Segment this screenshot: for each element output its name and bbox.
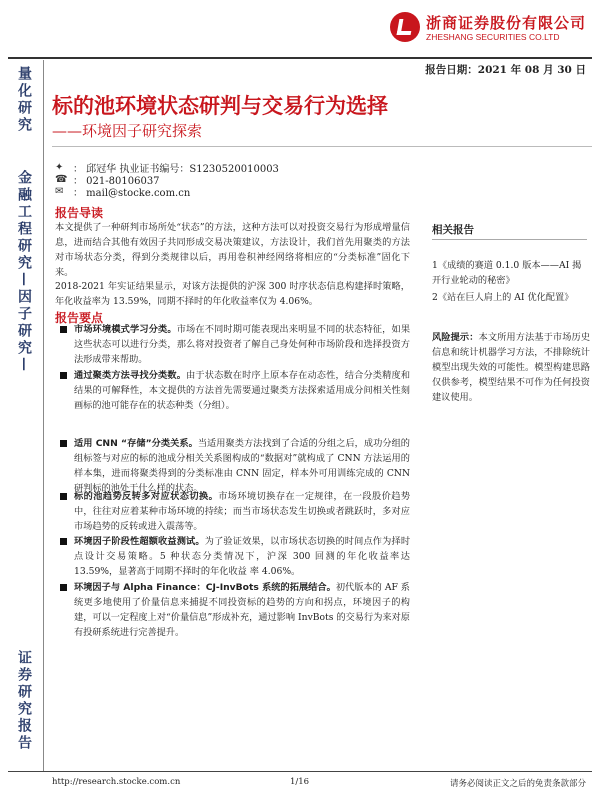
key-point-title: 标的池趋势反转多对应状态切换。 <box>74 491 219 502</box>
key-point-title: 通过聚类方法寻找分类数。 <box>74 370 187 381</box>
page-number: 1/16 <box>290 777 310 787</box>
bullet-square-icon <box>60 440 67 447</box>
key-point-item <box>60 322 410 367</box>
key-point-item <box>60 368 410 413</box>
key-point-item <box>55 580 410 640</box>
guide-heading: 报告导读 <box>55 206 104 220</box>
related-report-link[interactable]: 1《成绩的赛道 0.1.0 版本——AI 揭开行业轮动的秘密》 <box>432 260 582 286</box>
key-point-title: 市场环境模式学习分类。 <box>74 324 177 335</box>
author-phone: ： 021-80106037 <box>73 176 160 187</box>
related-reports-heading: 相关报告 <box>432 222 587 240</box>
report-date-label: 报告日期： <box>425 64 478 76</box>
key-point-title: 环境因子阶段性超额收益测试。 <box>74 536 205 547</box>
subcategory-label: 金融工程研究—因子研究— <box>16 170 32 374</box>
title-divider <box>52 146 592 147</box>
author-name: ： 邱冠华 执业证书编号：S1230520010003 <box>73 164 279 175</box>
key-point-text: 当适用聚类方法找到了合适的分组之后，成功分组的组标签与对应的标的池成分相关关系图构成的“数据对”就构成了 CNN 方法运用的样本集，进而将聚类得到的分类标准由 CNN 固定，样本外可用训练完成的 CNN 研判标的池处于什么样的状态。 <box>74 438 410 494</box>
bullet-square-icon <box>60 326 67 333</box>
risk-label: 风险提示： <box>432 332 479 343</box>
footer-disclaimer: 请务必阅读正文之后的免责条款部分 <box>449 779 586 789</box>
report-date-value: 2021 年 08 月 30 日 <box>477 64 586 76</box>
risk-text: 本文所用方法基于市场历史信息和统计机器学习方法，不排除统计模型出现失效的可能性。模型构建思路仅供参考，模型结果不可作为任何投资建议使用。 <box>432 332 591 403</box>
category-label: 量化研究 <box>16 66 32 134</box>
key-point-text: 为了验证效果，以市场状态切换的时间点作为择时点设计交易策略。5 种状态分类情况下，沪深 300 回测的年化收益率达 13.59%，显著高于同期不择时的年化收益 率 4.06%。 <box>74 536 411 577</box>
key-point-title: 适用 CNN “存储”分类关系。 <box>74 438 198 449</box>
bullet-square-icon <box>60 538 67 545</box>
phone-icon: ☎ <box>55 174 68 185</box>
risk-warning <box>432 330 590 405</box>
report-type-label: 证券研究报告 <box>16 650 32 752</box>
key-point-text: 初代版本的 AF 系统更多地使用了价量信息来捕捉不同投资标的趋势的方向和拐点，环境因子的构建，可以一定程度上对“价量信息”形成补充，通过影响 InvBots 的交易行为来对原有投研系统进行完善提升。 <box>74 582 410 638</box>
bullet-square-icon <box>60 493 67 500</box>
email-row <box>55 184 190 199</box>
footer-divider <box>8 771 592 772</box>
key-point-text: 市场在不同时期可能表现出来明显不同的状态特征，如果这些状态可以进行分类，那么将对投资者了解自己身处何种市场阶段和选择投资方法形成带来帮助。 <box>74 324 411 365</box>
logo-mark-icon <box>390 12 420 42</box>
page-subtitle: ——环境因子研究探索 <box>52 122 203 140</box>
key-point-text: 由于状态数在时序上原本存在动态性，结合分类精度和结果的可解释性，本文提供的方法首先需要通过聚类方法探索适用成分间相关性刻画标的池可能存在的状态种类（分组）。 <box>74 370 411 411</box>
key-point-item <box>60 436 410 496</box>
key-point-text: 市场环境切换存在一定规律，在一段股价趋势中，往往对应着某种市场环境的持续；而当市场状态发生切换或者跳跃时，多对应市场趋势的反转或进入震荡等。 <box>74 491 411 532</box>
footer-url-link[interactable]: http://research.stocke.com.cn <box>52 777 181 787</box>
header-divider <box>8 57 592 59</box>
key-point-item <box>60 489 410 534</box>
analyst-icon: ✦ <box>55 162 64 173</box>
page-title: 标的池环境状态研判与交易行为选择 <box>52 94 388 118</box>
guide-paragraph: 本文提供了一种研判市场所处“状态”的方法，这种方法可以对投资交易行为形成增量信息，进而结合其他有效因子共同形成交易决策建议，方法设计，我们首先用聚类的方法对市场状态分类，得到分类规律以后，再用卷积神经网络将相应的“分类标准”固化下来。 <box>55 222 410 278</box>
company-name-en: ZHESHANG SECURITIES CO.LTD <box>426 32 560 42</box>
mail-icon: ✉ <box>55 186 64 197</box>
key-point-title: 环境因子与 Alpha Finance：CJ-InvBots 系统的拓展结合。 <box>74 582 336 593</box>
report-date <box>425 62 586 77</box>
author-email[interactable]: ： mail@stocke.com.cn <box>73 188 191 199</box>
company-name-cn: 浙商证券股份有限公司 <box>426 14 587 32</box>
key-point-item <box>60 534 410 579</box>
key-points-heading: 报告要点 <box>55 311 104 325</box>
bullet-square-icon <box>60 584 67 591</box>
left-column-divider <box>43 60 44 772</box>
company-logo <box>390 10 590 50</box>
guide-paragraph: 2018-2021 年实证结果显示，对该方法提供的沪深 300 时序状态信息构建择时策略，年化收益率为 13.59%，同期不择时的年化收益率仅为 4.06%。 <box>55 281 410 307</box>
related-report-link[interactable]: 2《站在巨人肩上的 AI 优化配置》 <box>432 292 574 303</box>
bullet-square-icon <box>60 372 67 379</box>
